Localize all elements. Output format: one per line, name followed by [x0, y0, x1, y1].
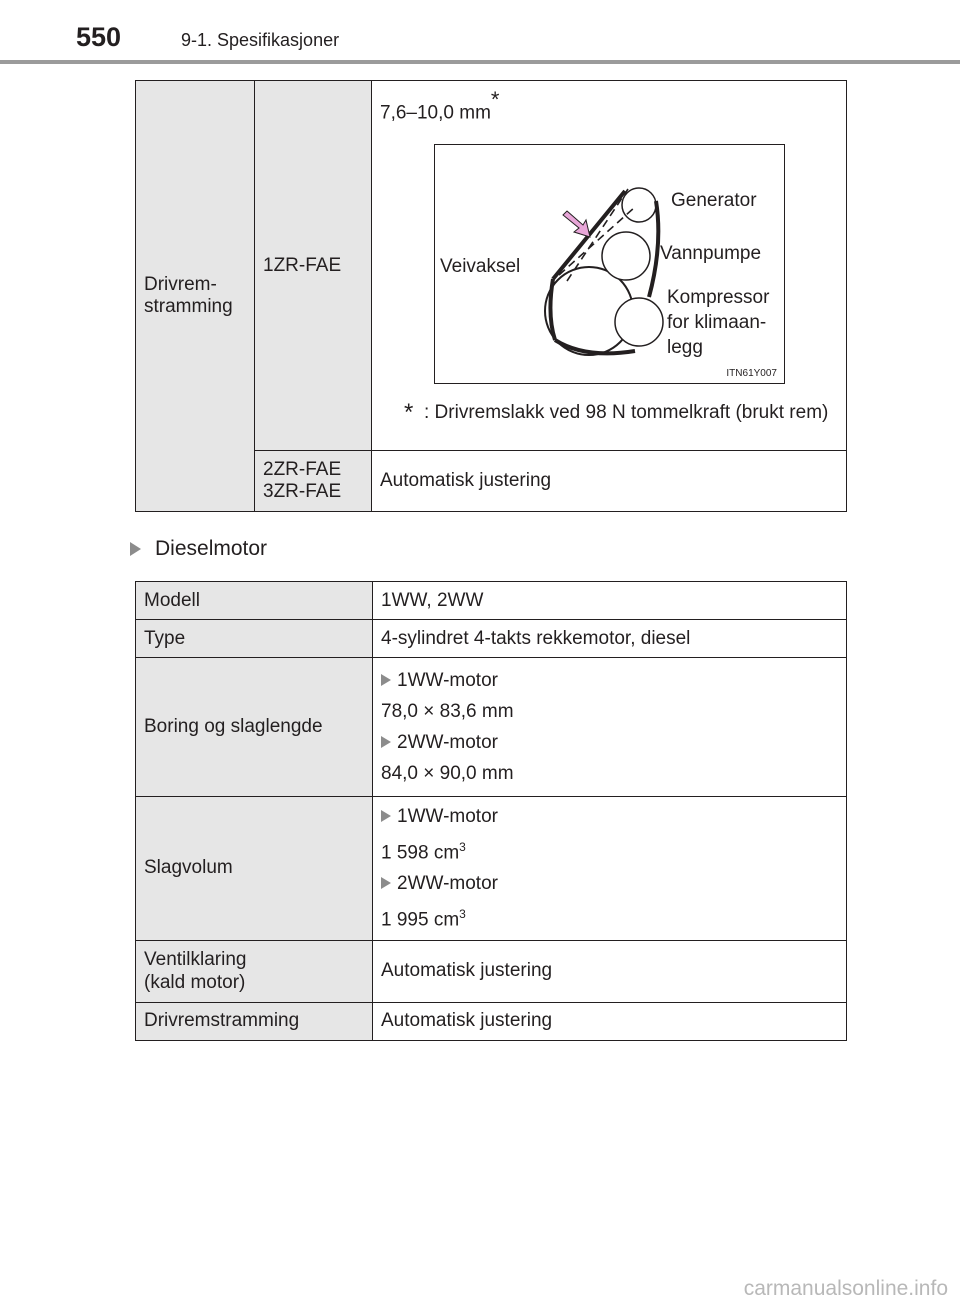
bore-values [373, 658, 847, 797]
disp-engine-2 [381, 872, 838, 895]
disp-value-1-sup: 3 [459, 840, 466, 854]
belt-tension-label: Drivrem- stramming [136, 81, 255, 512]
bore-value-1: 78,0 × 83,6 mm [381, 701, 514, 722]
type-label: Type [136, 620, 373, 658]
bore-value-2: 84,0 × 90,0 mm [381, 763, 514, 784]
engine-2zr-3zr: 2ZR-FAE 3ZR-FAE [255, 451, 372, 512]
section-title: 9-1. Spesifikasjoner [181, 30, 340, 50]
header-rule [0, 60, 960, 64]
watermark: carmanualsonline.info [743, 1277, 948, 1300]
deflection-value-line [380, 87, 838, 124]
label-crankshaft: Veivaksel [440, 256, 521, 278]
bore-engine-2-name: 2WW-motor [397, 732, 498, 753]
table-row [136, 658, 847, 797]
table-row [136, 940, 847, 1002]
bullet-triangle-icon [381, 810, 391, 822]
label-water-pump: Vannpumpe [660, 243, 762, 265]
bullet-triangle-icon [381, 877, 391, 889]
bullet-triangle-icon [381, 674, 391, 686]
bore-engine-1-name: 1WW-motor [397, 670, 498, 691]
displacement-label: Slagvolum [136, 797, 373, 941]
footnote [404, 400, 838, 426]
diesel-heading [130, 537, 267, 561]
auto-adjust-value: Automatisk justering [372, 451, 847, 512]
belt-label: Drivremstramming [136, 1002, 373, 1040]
table-row [136, 1002, 847, 1040]
deflection-value: 7,6–10,0 mm [380, 102, 491, 124]
disp-value-2 [381, 903, 838, 931]
table-row [136, 797, 847, 941]
water-pump-pulley [602, 232, 650, 280]
diesel-heading-text: Dieselmotor [155, 537, 268, 560]
bore-engine-2 [381, 731, 838, 754]
belt-diagram [434, 144, 785, 384]
label-compressor: Kompressor for klimaan- legg [667, 287, 770, 359]
valve-label: Ventilklaring (kald motor) [136, 940, 373, 1002]
disp-value-1 [381, 836, 838, 864]
bullet-triangle-icon [381, 736, 391, 748]
table-row [136, 582, 847, 620]
disp-value-1-text: 1 598 cm [381, 842, 460, 864]
diesel-spec-table [135, 581, 847, 1041]
model-value: 1WW, 2WW [373, 582, 847, 620]
compressor-pulley [615, 298, 663, 346]
diagram-code: ITN61Y007 [726, 368, 777, 380]
belt-tension-table [135, 80, 847, 512]
generator-pulley [622, 188, 656, 222]
belt-value: Automatisk justering [373, 1002, 847, 1040]
bore-engine-1 [381, 669, 838, 692]
footnote-text: : Drivremslakk ved 98 N tommelkraft (brukt rem) [424, 402, 829, 424]
page-number: 550 [76, 22, 122, 52]
bullet-triangle-icon [130, 542, 141, 556]
disp-engine-1-name: 1WW-motor [397, 806, 498, 827]
type-value: 4-sylindret 4-takts rekkemotor, diesel [373, 620, 847, 658]
disp-value-2-sup: 3 [459, 907, 466, 922]
deflection-asterisk: * [490, 87, 500, 112]
disp-engine-1 [381, 805, 838, 828]
disp-engine-2-name: 2WW-motor [397, 873, 498, 895]
table-row [136, 620, 847, 658]
disp-value-2-text: 1 995 cm [381, 909, 460, 931]
footnote-star: * [404, 399, 414, 427]
model-label: Modell [136, 582, 373, 620]
valve-value: Automatisk justering [373, 940, 847, 1002]
engine-1zr: 1ZR-FAE [255, 81, 372, 451]
label-generator: Generator [671, 190, 757, 212]
displacement-values [373, 797, 847, 941]
force-arrow-icon [563, 211, 590, 237]
bore-label: Boring og slaglengde [136, 658, 373, 797]
belt-deflection-cell [372, 81, 847, 451]
